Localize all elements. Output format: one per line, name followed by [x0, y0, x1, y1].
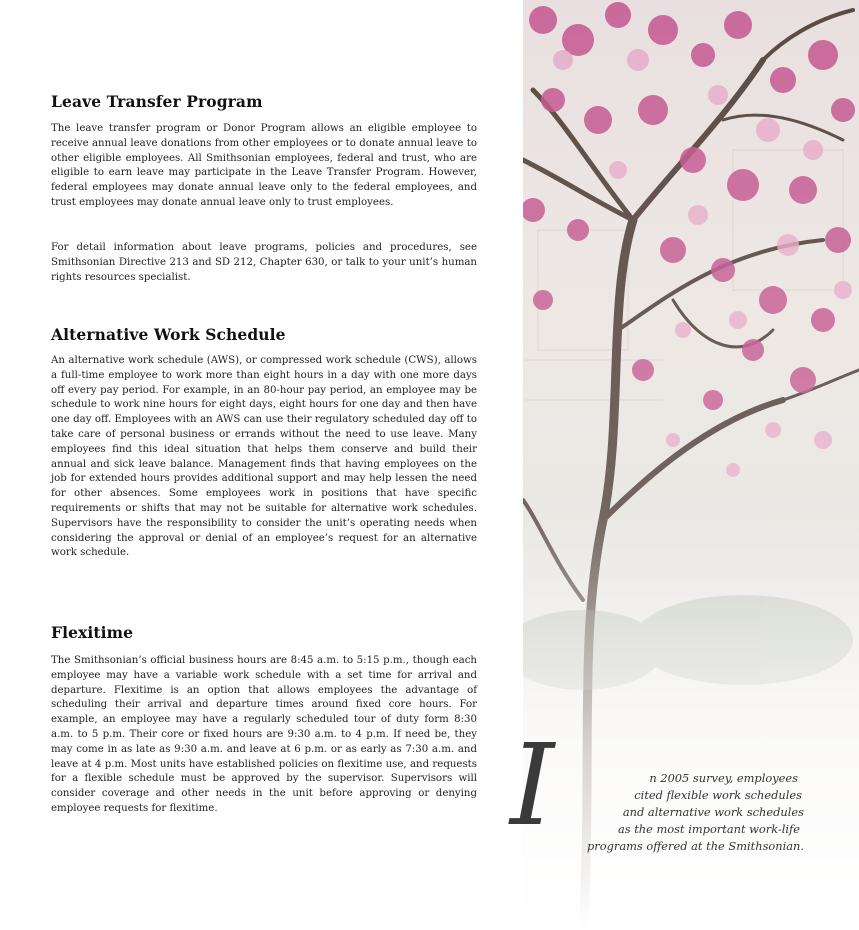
- leave-programs-info-paragraph: For detail information about leave programs, policies and procedures, see Smithsonian Directive 213 and SD 212, Chapter 630, or talk to your unit’s human rights resources specialist.: [51, 242, 477, 283]
- pull-quote: [508, 721, 808, 862]
- pull-quote-line: and alternative work schedules: [622, 805, 804, 819]
- flexitime-heading: Flexitime: [51, 623, 134, 642]
- pull-quote-drop-cap: I: [510, 721, 555, 851]
- alternative-work-schedule-paragraph: An alternative work schedule (AWS), or compressed work schedule (CWS), allows a full-time employee to work more than eight hours in a day with one more days off every pay period. For example, in an 80-hour pay period, an employee may be schedule to work nine hours for eight days, eight hours for one day and then have one day off. Employees with an AWS can use their regulatory scheduled day off to take care of personal business or errands without the need to use leave. Many employees find this ideal situation that helps them conserve and build their annual and sick leave balance. Management finds that having employees on the job for extended hours provides additional support and may help lessen the need for other absences. Some employees work in positions that have specific requirements or shifts that may not be suitable for alternative work schedules. Supervisors have the responsibility to consider the unit’s operating needs when considering the approval or denial of an employee’s request for an alternative work schedule.: [51, 355, 477, 559]
- pull-quote-line: programs offered at the Smithsonian.: [586, 839, 804, 853]
- leave-transfer-heading: Leave Transfer Program: [51, 92, 263, 111]
- alternative-work-schedule-heading: Alternative Work Schedule: [51, 325, 286, 344]
- pull-quote-line: as the most important work-life: [617, 822, 800, 836]
- flexitime-paragraph: The Smithsonian’s official business hours are 8:45 a.m. to 5:15 p.m., though each employee may have a variable work schedule with a set time for arrival and departure. Flexitime is an option that allows employees the advantage of scheduling their arrival and departure times around fixed core hours. For example, an employee may have a regularly scheduled tour of duty form 8:30 a.m. to 5 p.m. Their core or fixed hours are 9:30 a.m. to 4 p.m. If need be, they may come in as late as 9:30 a.m. and leave at 6 p.m. or as early as 7:30 a.m. and leave at 4 p.m. Most units have established policies on flexitime use, and requests for a flexible schedule must be approved by the supervisor. Supervisors will consider coverage and other needs in the unit before approving or denying employee requests for flexitime.: [51, 655, 477, 814]
- pull-quote-line: n 2005 survey, employees: [649, 771, 798, 785]
- leave-transfer-paragraph: The leave transfer program or Donor Program allows an eligible employee to receive annual leave donations from other employees or to donate annual leave to other eligible employees. All Smithsonian employees, federal and trust, who are eligible to earn leave may participate in the Leave Transfer Program. However, federal employees may donate annual leave only to the federal employees, and trust employees may donate annual leave only to trust employees.: [51, 123, 477, 208]
- pull-quote-line: cited flexible work schedules: [634, 788, 802, 802]
